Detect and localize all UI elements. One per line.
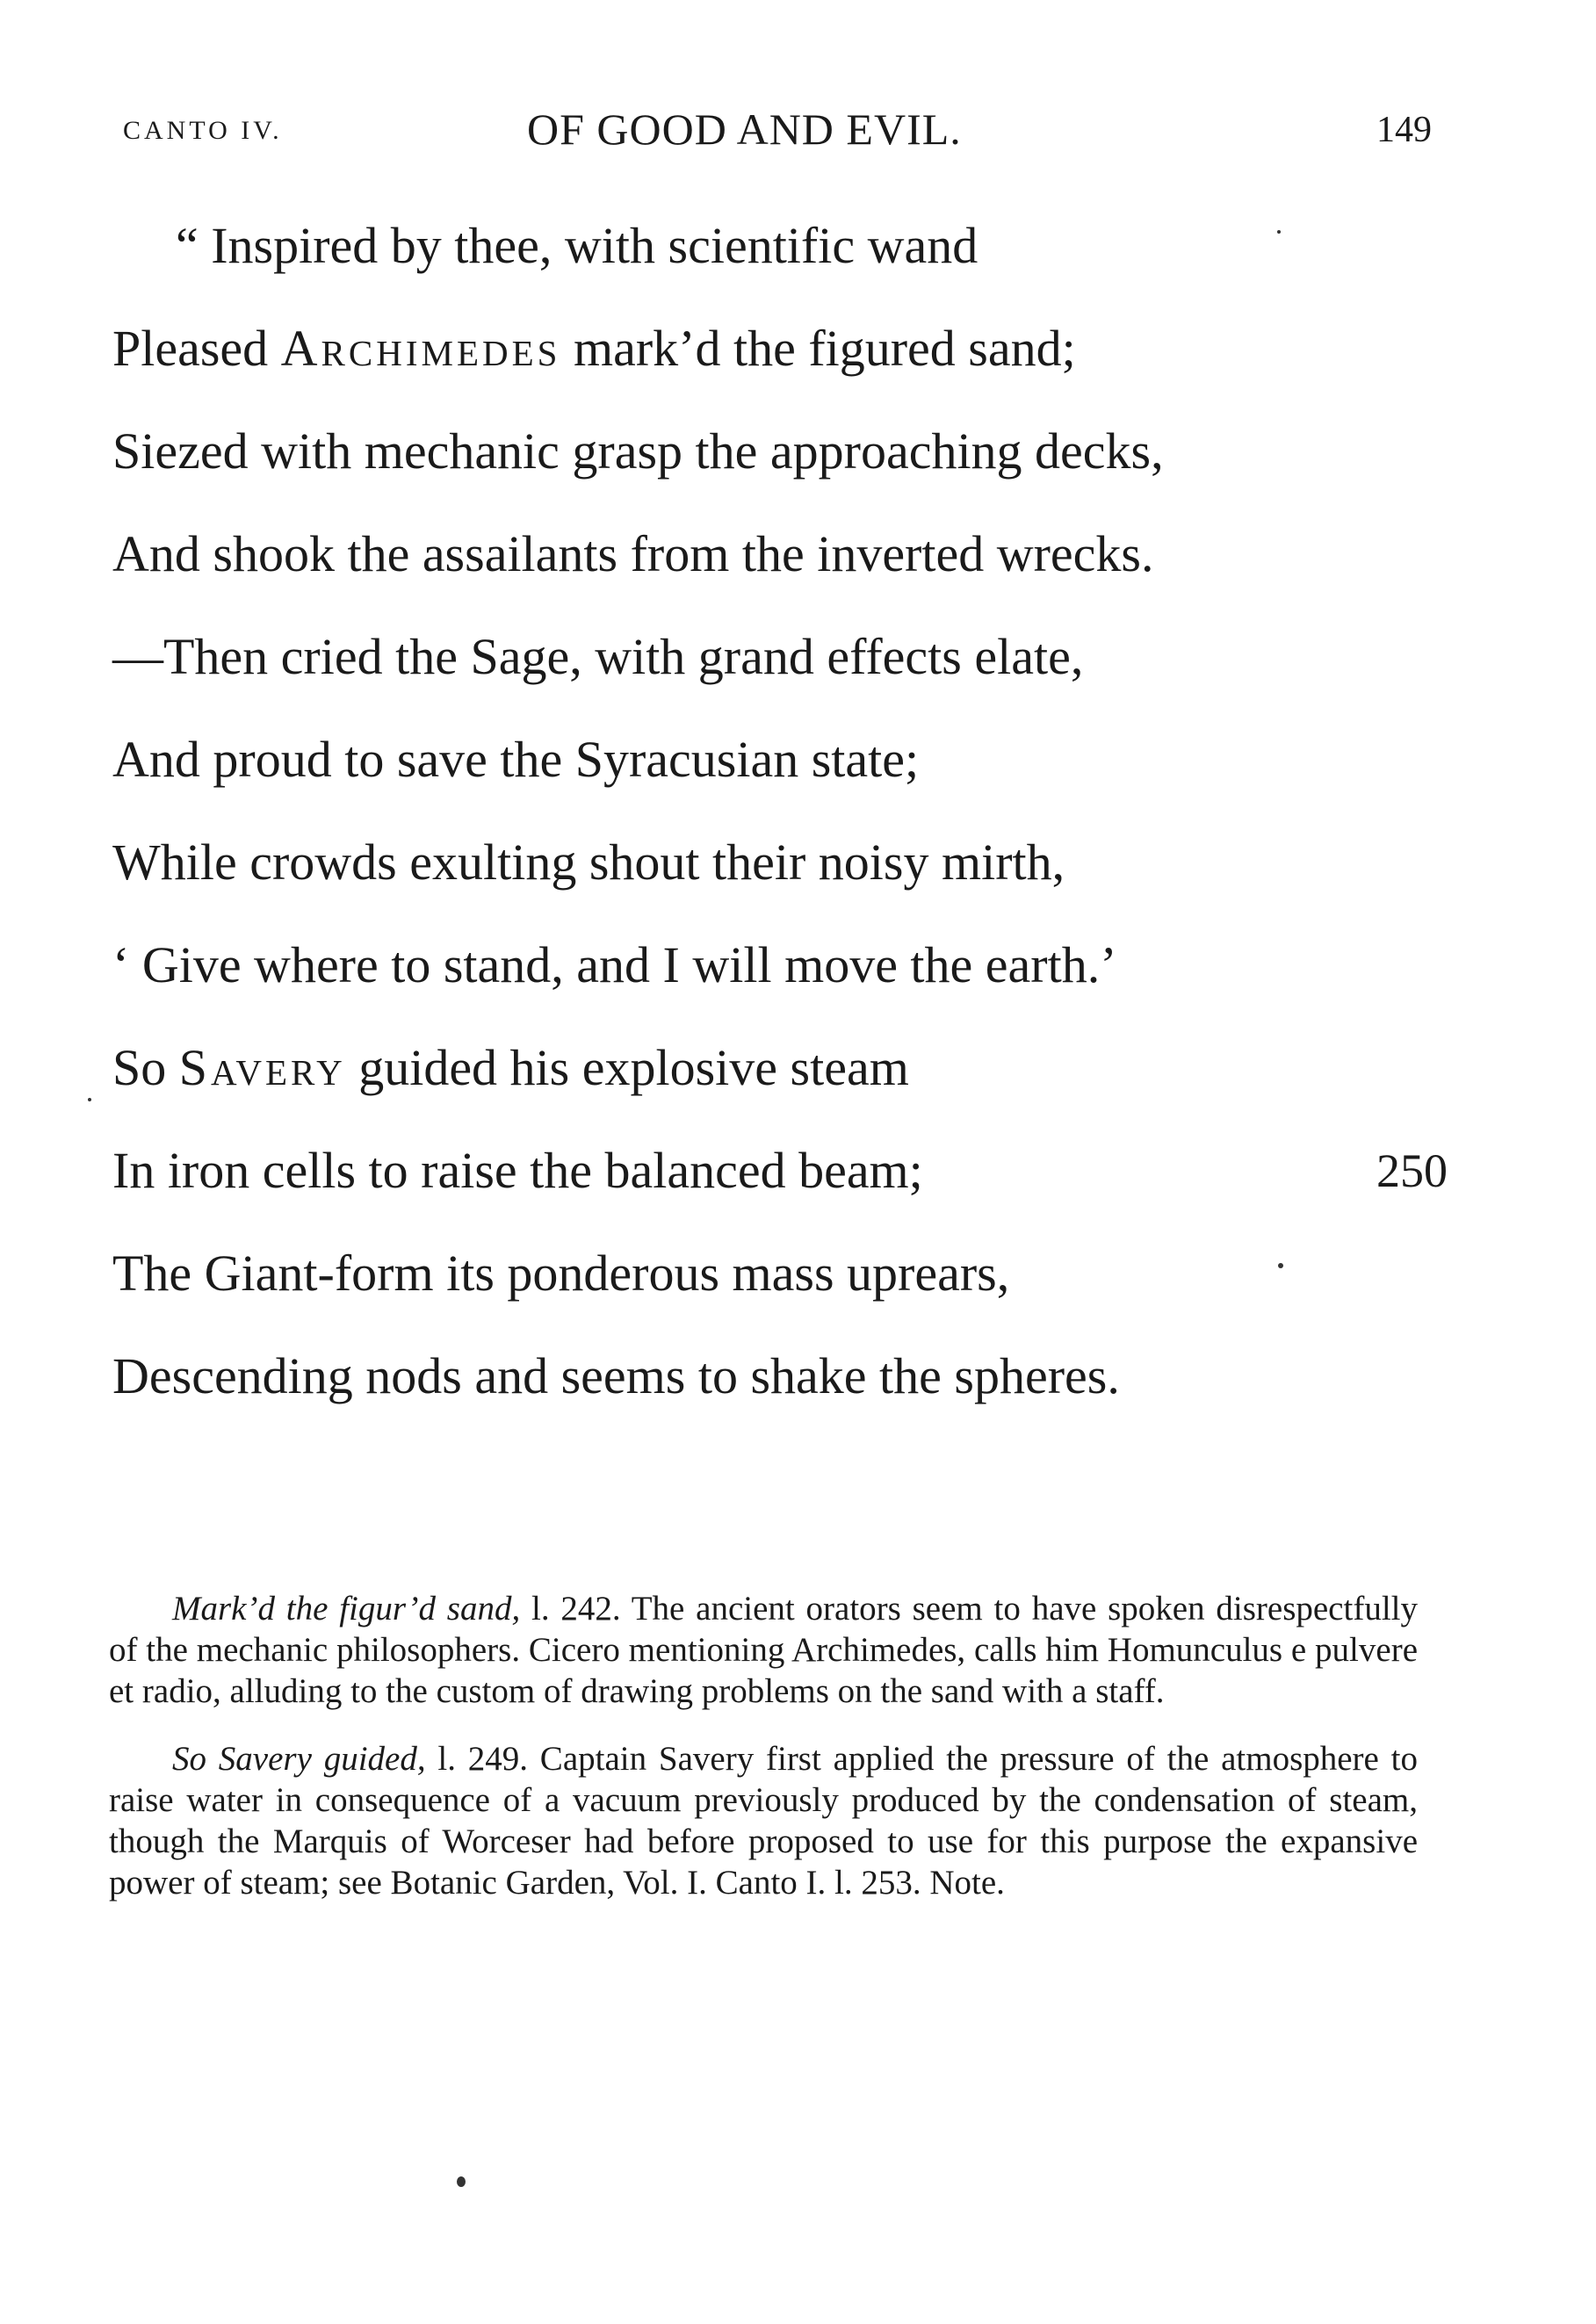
verse-text: Siezed with mechanic grasp the approaching decks, (112, 422, 1164, 480)
verse-text: So (112, 1039, 179, 1096)
verse-text: In iron cells to raise the balanced beam; (112, 1142, 923, 1199)
verse-line (112, 930, 1448, 1033)
verse-text: Descending nods and seems to shake the spheres. (112, 1347, 1120, 1404)
verse-text: And shook the assailants from the inverted wrecks. (112, 525, 1154, 582)
verse-text: mark’d the figured sand; (560, 320, 1076, 377)
verse-line (112, 827, 1448, 930)
verse-line (112, 725, 1448, 827)
verse-text: —Then cried the Sage, with grand effects elate, (112, 628, 1084, 685)
verse-text: And proud to save the Syracusian state; (112, 731, 920, 788)
small-caps-name: Savery (178, 1039, 346, 1096)
verse-line (112, 1136, 1448, 1238)
verse-line (112, 416, 1448, 519)
poem (112, 211, 1448, 1444)
verse-text: ‘ Give where to stand, and I will move the earth.’ (112, 936, 1117, 993)
footnote-lemma: So Savery guided, (172, 1740, 426, 1778)
verse-line (112, 622, 1448, 725)
ink-speck (457, 2176, 466, 2187)
verse-line (112, 211, 1448, 314)
verse-line (112, 1341, 1448, 1444)
verse-line (112, 1238, 1448, 1341)
ink-speck (1278, 1263, 1283, 1268)
footnote (109, 1588, 1418, 1712)
verse-text: Pleased (112, 320, 281, 377)
line-number: 250 (1376, 1144, 1448, 1197)
verse-text: The Giant-form its ponderous mass uprears, (112, 1245, 1010, 1302)
footnote-body: l. 249. Captain Savery first applied the pressure of the atmosphere to raise water in consequence of a vacuum previously produced by the condensation of steam, though the Marquis of Worceser had before proposed to use for this purpose the expansive power of steam; see Botanic Garden, Vol. I. Canto I. l. 253. Note. (109, 1740, 1418, 1902)
running-header (114, 104, 1432, 156)
verse-text: While crowds exulting shout their noisy mirth, (112, 834, 1065, 891)
footnote (109, 1738, 1418, 1903)
small-caps-name: Archimedes (280, 320, 561, 377)
verse-line (112, 519, 1448, 622)
ink-speck (1277, 230, 1281, 234)
verse-line (112, 1033, 1448, 1136)
running-title: OF GOOD AND EVIL. (527, 105, 962, 154)
verse-text: “ Inspired by thee, with scientific wand (176, 217, 979, 274)
ink-speck (88, 1098, 91, 1101)
verse-line (112, 314, 1448, 416)
canto-label: CANTO IV. (123, 116, 283, 145)
footnote-lemma: Mark’d the figur’d sand, (172, 1590, 521, 1628)
verse-text: guided his explosive steam (345, 1039, 909, 1096)
page-number: 149 (1376, 110, 1432, 150)
footnote-body: l. 242. The ancient orators seem to have spoken disrespectfully of the mechanic philosophers. Cicero mentioning Archimedes, calls him Homunculus e pulvere et radio, alluding to the custom of drawing problems on the sand with a staff. (109, 1590, 1418, 1710)
footnotes (109, 1588, 1418, 1930)
